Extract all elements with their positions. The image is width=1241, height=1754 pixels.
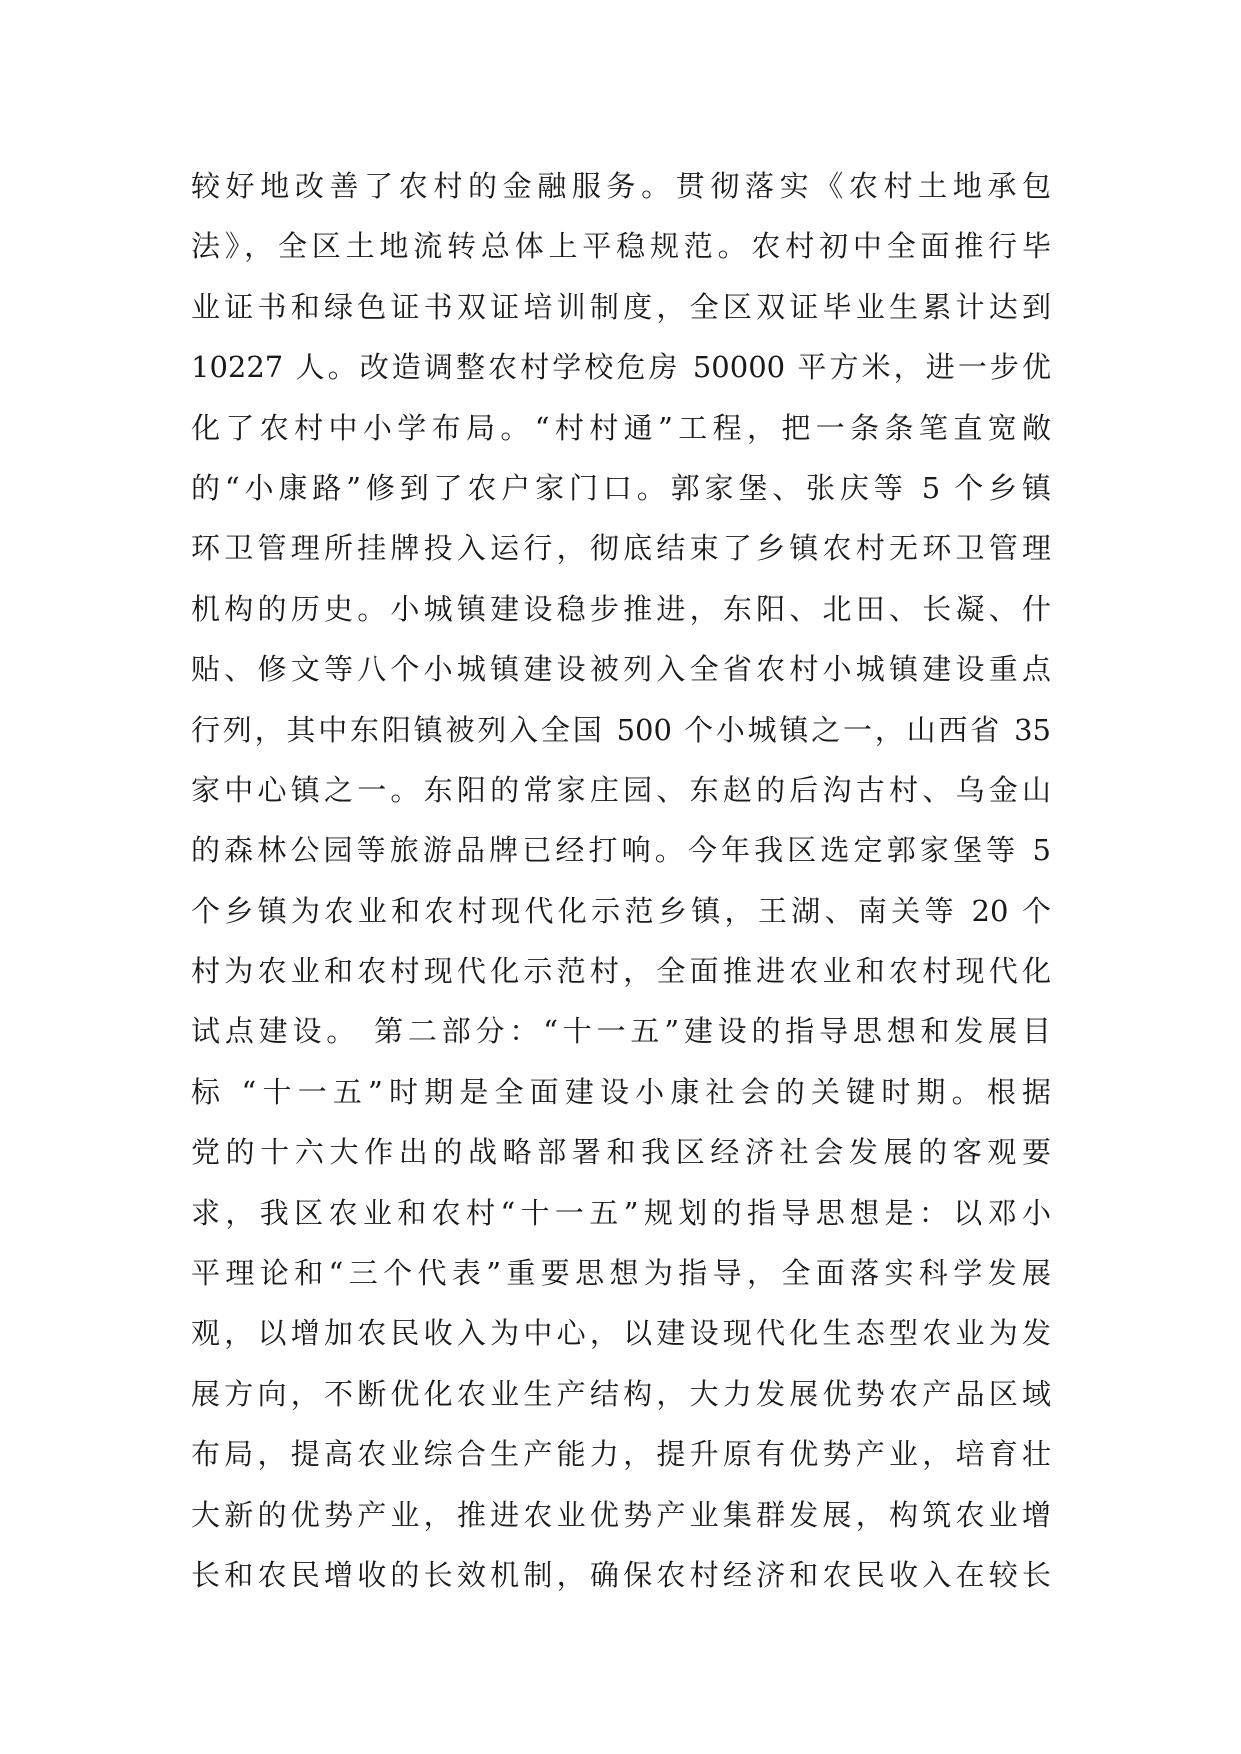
body-text: [191, 156, 1051, 1605]
text-line: 机构的历史。小城镇建设稳步推进，东阳、北田、长凝、什: [191, 591, 1051, 626]
text-line: 贴、修文等八个小城镇建设被列入全省农村小城镇建设重点: [191, 652, 1051, 687]
text-line: 10227 人。改造调整农村学校危房 50000 平方米，进一步优: [191, 350, 1051, 385]
text-line: 的“小康路”修到了农户家门口。郭家堡、张庆等 5 个乡镇: [191, 470, 1051, 505]
text-line: 行列，其中东阳镇被列入全国 500 个小城镇之一，山西省 35: [191, 712, 1051, 747]
text-line: 家中心镇之一。东阳的常家庄园、东赵的后沟古村、乌金山: [191, 772, 1051, 807]
text-line: 业证书和绿色证书双证培训制度，全区双证毕业生累计达到: [191, 289, 1051, 324]
text-line: 环卫管理所挂牌投入运行，彻底结束了乡镇农村无环卫管理: [191, 531, 1051, 566]
text-line: 求，我区农业和农村“十一五”规划的指导思想是：以邓小: [191, 1195, 1051, 1230]
text-line: 长和农民增收的长效机制，确保农村经济和农民收入在较长: [191, 1557, 1051, 1592]
text-line: 党的十六大作出的战略部署和我区经济社会发展的客观要: [191, 1135, 1051, 1170]
text-line: 观，以增加农民收入为中心，以建设现代化生态型农业为发: [191, 1316, 1051, 1351]
text-line: 布局，提高农业综合生产能力，提升原有优势产业，培育壮: [191, 1437, 1051, 1472]
text-line: 平理论和“三个代表”重要思想为指导，全面落实科学发展: [191, 1256, 1051, 1291]
text-line: 化了农村中小学布局。“村村通”工程，把一条条笔直宽敞: [191, 410, 1051, 445]
text-line: 展方向，不断优化农业生产结构，大力发展优势农产品区域: [191, 1376, 1051, 1411]
text-line: 标 “十一五”时期是全面建设小康社会的关键时期。根据: [191, 1074, 1051, 1109]
text-line: 法》，全区土地流转总体上平稳规范。农村初中全面推行毕: [191, 229, 1051, 264]
text-line: 村为农业和农村现代化示范村，全面推进农业和农村现代化: [191, 954, 1051, 989]
text-line: 的森林公园等旅游品牌已经打响。今年我区选定郭家堡等 5: [191, 833, 1051, 868]
text-line: 大新的优势产业，推进农业优势产业集群发展，构筑农业增: [191, 1497, 1051, 1532]
text-line: 个乡镇为农业和农村现代化示范乡镇，王湖、南关等 20 个: [191, 893, 1051, 928]
text-line: 试点建设。 第二部分：“十一五”建设的指导思想和发展目: [191, 1014, 1051, 1049]
text-line: 较好地改善了农村的金融服务。贯彻落实《农村土地承包: [191, 169, 1051, 203]
